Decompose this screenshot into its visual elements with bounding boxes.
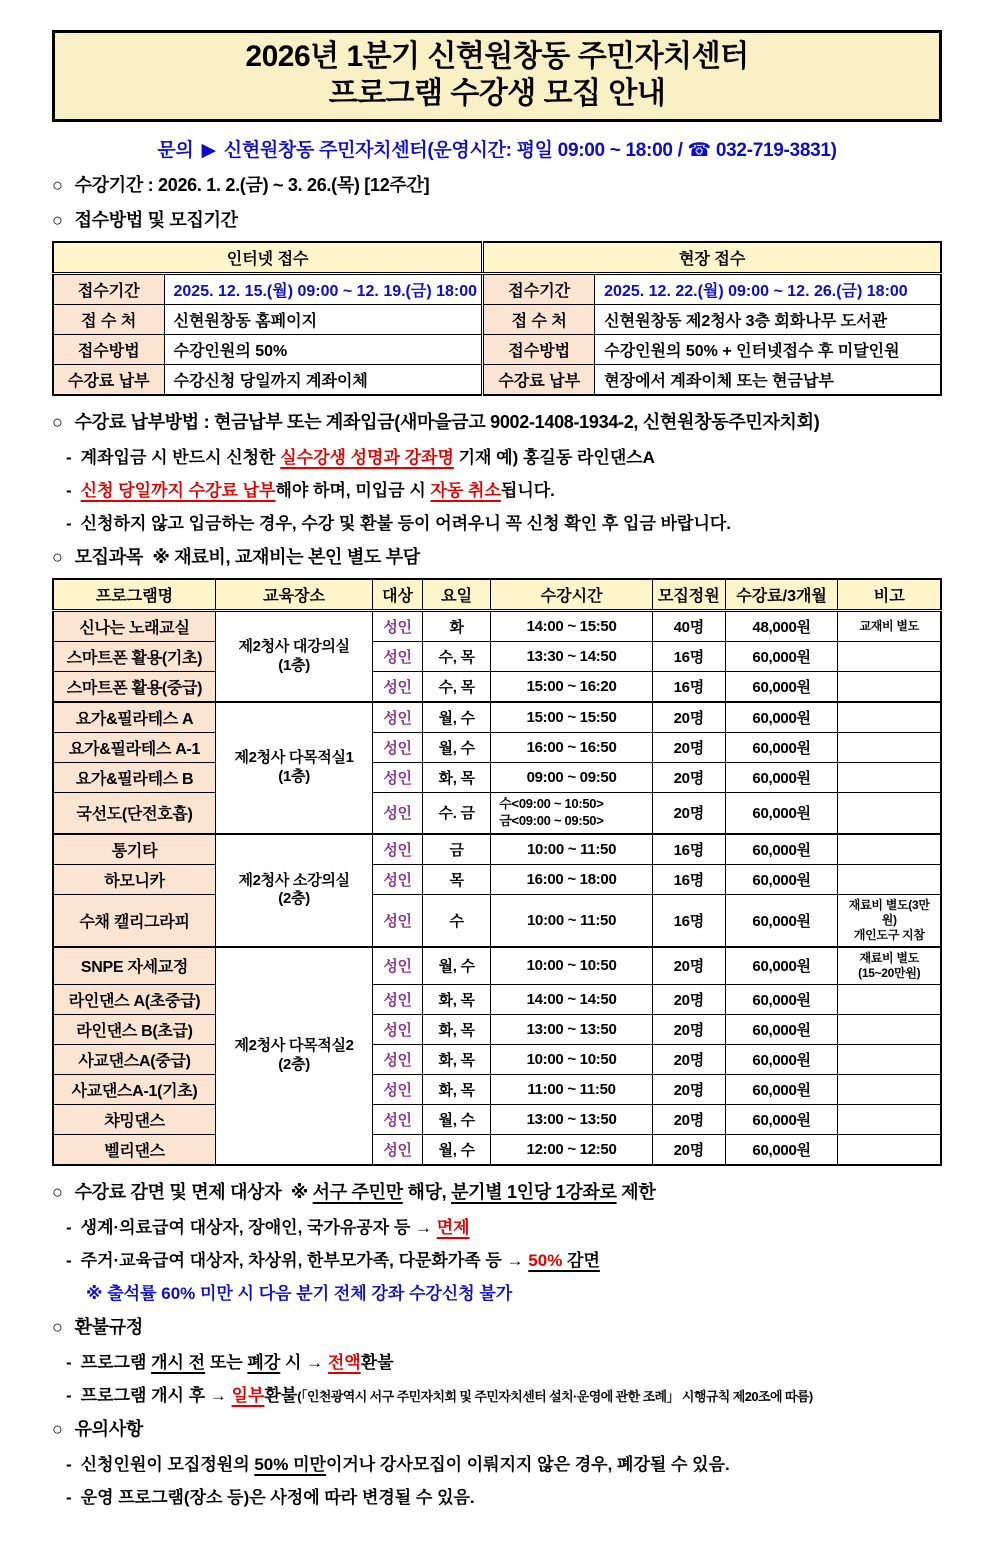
- target-cell: 성인: [373, 894, 423, 947]
- capacity-cell: 20명: [652, 1104, 725, 1134]
- discount-line-2-text: 주거·교육급여 대상자, 차상위, 한부모가족, 다문화가족 등 →: [80, 1250, 529, 1270]
- note-cell: [838, 1074, 941, 1104]
- note-cell: [838, 1134, 941, 1165]
- time-cell: 09:00 ~ 09:50: [491, 763, 653, 793]
- target-cell: 성인: [373, 672, 423, 703]
- reception-label-cell: 수강료 납부: [53, 365, 164, 396]
- program-row: [53, 864, 941, 894]
- fee-cell: 60,000원: [725, 1074, 838, 1104]
- time-cell: 14:00 ~ 14:50: [491, 984, 653, 1014]
- time-cell: 10:00 ~ 10:50: [491, 1044, 653, 1074]
- note-cell: [838, 834, 941, 865]
- program-name-cell: 사교댄스A-1(기초): [53, 1074, 216, 1104]
- note-cell: [838, 1104, 941, 1134]
- note-cell: [838, 864, 941, 894]
- dash-bullet: -: [66, 1217, 72, 1237]
- payment-line-1-tail: 기재 예) 홍길동 라인댄스A: [453, 448, 655, 467]
- section-notes-heading: [52, 1415, 942, 1441]
- program-row: [53, 793, 941, 834]
- program-row: [53, 1014, 941, 1044]
- dash-bullet: -: [66, 448, 72, 467]
- program-row: [53, 763, 941, 793]
- time-cell: 수<09:00 ~ 10:50> 금<09:00 ~ 09:50>: [491, 793, 653, 834]
- reception-row-place: [53, 305, 941, 335]
- day-cell: 화, 목: [422, 984, 490, 1014]
- section-discount-heading: [52, 1178, 942, 1204]
- reception-row-payment: [53, 365, 941, 396]
- fee-cell: 60,000원: [725, 763, 838, 793]
- note-cell: [838, 1014, 941, 1044]
- reception-label-cell: 접수방법: [483, 335, 595, 365]
- note-cell: [838, 702, 941, 733]
- section-refund-heading: [52, 1313, 942, 1339]
- contact-label: 문의: [157, 140, 194, 161]
- refund-line-1-underline-2: 폐강: [247, 1352, 281, 1372]
- program-name-cell: 요가&필라테스 A-1: [53, 733, 216, 763]
- target-cell: 성인: [373, 947, 423, 985]
- note-cell: 교재비 별도: [838, 611, 941, 642]
- capacity-cell: 20명: [652, 702, 725, 733]
- time-cell: 13:00 ~ 13:50: [491, 1014, 653, 1044]
- fee-cell: 60,000원: [725, 864, 838, 894]
- discount-line-2-underline: 감면: [562, 1250, 600, 1270]
- play-arrow-icon: ▶: [201, 140, 216, 161]
- refund-heading-text: 환불규정: [74, 1316, 143, 1337]
- refund-line-2-regulation: (「인천광역시 서구 주민자치회 및 주민자치센터 설치·운영에 관한 조례」 시행규칙 제20조에 따름): [297, 1388, 813, 1404]
- contact-line: [52, 135, 942, 162]
- reception-value-cell: 수강신청 당일까지 계좌이체: [164, 365, 483, 396]
- time-cell: 13:30 ~ 14:50: [491, 642, 653, 672]
- reception-header-onsite: 현장 접수: [483, 242, 941, 274]
- program-name-cell: 스마트폰 활용(기초): [53, 642, 216, 672]
- notes-line-1: [66, 1450, 942, 1475]
- program-table-body: [53, 611, 941, 1165]
- fee-cell: 60,000원: [725, 1134, 838, 1165]
- note-cell: [838, 763, 941, 793]
- note-cell: [838, 1044, 941, 1074]
- discount-heading-underline-1: 서구 주민만: [312, 1181, 403, 1202]
- program-header-target: 대상: [373, 579, 423, 611]
- target-cell: 성인: [373, 733, 423, 763]
- program-row: [53, 702, 941, 733]
- target-cell: 성인: [373, 763, 423, 793]
- target-cell: 성인: [373, 1134, 423, 1165]
- fee-cell: 60,000원: [725, 733, 838, 763]
- time-cell: 11:00 ~ 11:50: [491, 1074, 653, 1104]
- circle-bullet: ○: [52, 1181, 63, 1202]
- title-line-1: 2026년 1분기 신현원창동 주민자치센터: [245, 40, 749, 73]
- payment-line-2-text: 해야 하며, 미입금 시: [275, 481, 431, 500]
- venue-cell: 제2청사 다목적실2 (2층): [216, 947, 373, 1165]
- reception-label-cell: 접 수 처: [53, 305, 164, 335]
- notes-heading-text: 유의사항: [74, 1418, 143, 1439]
- discount-line-3: [86, 1279, 942, 1304]
- program-name-cell: 하모니카: [53, 864, 216, 894]
- program-row: [53, 834, 941, 865]
- capacity-cell: 16명: [652, 642, 725, 672]
- program-header-name: 프로그램명: [53, 579, 216, 611]
- fee-cell: 60,000원: [725, 984, 838, 1014]
- reception-header-internet: 인터넷 접수: [53, 242, 483, 274]
- reception-label-cell: 접 수 처: [483, 305, 595, 335]
- note-cell: [838, 642, 941, 672]
- capacity-cell: 20명: [652, 984, 725, 1014]
- dash-bullet: -: [66, 1454, 72, 1474]
- fee-cell: 48,000원: [725, 611, 838, 642]
- program-name-cell: 요가&필라테스 B: [53, 763, 216, 793]
- program-row: [53, 984, 941, 1014]
- program-name-cell: 벨리댄스: [53, 1134, 216, 1165]
- dash-bullet: -: [66, 1385, 72, 1405]
- program-table: [52, 578, 942, 1166]
- note-cell: [838, 672, 941, 703]
- fee-cell: 60,000원: [725, 894, 838, 947]
- reception-label-cell: 수강료 납부: [483, 365, 595, 396]
- program-header-time: 수강시간: [491, 579, 653, 611]
- program-row: [53, 1044, 941, 1074]
- capacity-cell: 40명: [652, 611, 725, 642]
- payment-line-1: [66, 443, 942, 468]
- discount-heading-underline-2: 분기별 1인당 1강좌로: [451, 1181, 617, 1202]
- time-cell: 13:00 ~ 13:50: [491, 1104, 653, 1134]
- program-row: [53, 642, 941, 672]
- notes-line-2-text: 운영 프로그램(장소 등)은 사정에 따라 변경될 수 있음.: [80, 1487, 475, 1507]
- program-header-day: 요일: [422, 579, 490, 611]
- program-name-cell: SNPE 자세교정: [53, 947, 216, 985]
- time-cell: 16:00 ~ 18:00: [491, 864, 653, 894]
- program-row: [53, 733, 941, 763]
- reception-label-cell: 접수방법: [53, 335, 164, 365]
- payment-line-3: [66, 509, 942, 534]
- capacity-cell: 20명: [652, 733, 725, 763]
- refund-line-2: [66, 1381, 942, 1406]
- discount-line-1: [66, 1213, 942, 1238]
- fee-cell: 60,000원: [725, 947, 838, 985]
- program-name-cell: 수채 캘리그라피: [53, 894, 216, 947]
- circle-bullet: ○: [52, 1418, 63, 1439]
- discount-line-3-text: ※ 출석률 60% 미만 시 다음 분기 전체 강좌 수강신청 불가: [86, 1283, 513, 1303]
- day-cell: 수. 금: [422, 793, 490, 834]
- capacity-cell: 20명: [652, 1074, 725, 1104]
- target-cell: 성인: [373, 793, 423, 834]
- target-cell: 성인: [373, 1014, 423, 1044]
- payment-line-2: [66, 476, 942, 501]
- fee-cell: 60,000원: [725, 793, 838, 834]
- day-cell: 금: [422, 834, 490, 865]
- fee-cell: 60,000원: [725, 1104, 838, 1134]
- notice-title-box: [52, 30, 942, 122]
- program-row: [53, 611, 941, 642]
- reception-label-cell: 접수기간: [483, 274, 595, 305]
- day-cell: 화, 목: [422, 1074, 490, 1104]
- capacity-cell: 20명: [652, 1044, 725, 1074]
- time-cell: 10:00 ~ 10:50: [491, 947, 653, 985]
- refund-line-2-post: 환불: [264, 1385, 298, 1405]
- time-cell: 15:00 ~ 15:50: [491, 702, 653, 733]
- section-reception-heading: [52, 206, 942, 232]
- notes-line-1-post: 이거나 강사모집이 이뤄지지 않은 경우, 폐강될 수 있음.: [325, 1454, 730, 1474]
- fee-cell: 60,000원: [725, 642, 838, 672]
- reception-value-cell: 신현원창동 홈페이지: [164, 305, 483, 335]
- fee-cell: 60,000원: [725, 672, 838, 703]
- refund-line-1-mid-2: 시 →: [280, 1352, 328, 1372]
- program-name-cell: 국선도(단전호흡): [53, 793, 216, 834]
- day-cell: 화, 목: [422, 1014, 490, 1044]
- capacity-cell: 16명: [652, 894, 725, 947]
- circle-bullet: ○: [52, 175, 63, 195]
- notes-line-1-pre: 신청인원이 모집정원의: [80, 1454, 255, 1474]
- fee-cell: 60,000원: [725, 1044, 838, 1074]
- section-payment-heading: [52, 408, 942, 434]
- contact-text: 신현원창동 주민자치센터(운영시간: 평일 09:00 ~ 18:00 / ☎ 032-719-3831): [223, 140, 837, 161]
- reception-value-cell: 현장에서 계좌이체 또는 현금납부: [595, 365, 941, 396]
- note-cell: 재료비 별도 (15~20만원): [838, 947, 941, 985]
- capacity-cell: 20명: [652, 1134, 725, 1165]
- capacity-cell: 20명: [652, 763, 725, 793]
- payment-line-2-highlight-1: 신청 당일까지 수강료 납부: [80, 481, 276, 500]
- day-cell: 화: [422, 611, 490, 642]
- program-row: [53, 1074, 941, 1104]
- program-header-fee: 수강료/3개월: [725, 579, 838, 611]
- payment-line-1-text: 계좌입금 시 반드시 신청한: [80, 448, 281, 467]
- target-cell: 성인: [373, 834, 423, 865]
- payment-heading-text: 수강료 납부방법 : 현금납부 또는 계좌입금(새마을금고 9002-1408-1934-2, 신현원창동주민자치회): [74, 412, 820, 432]
- venue-cell: 제2청사 다목적실1 (1층): [216, 702, 373, 834]
- venue-cell: 제2청사 소강의실 (2층): [216, 834, 373, 947]
- discount-line-1-highlight: 면제: [436, 1217, 470, 1237]
- day-cell: 화, 목: [422, 1044, 490, 1074]
- fee-cell: 60,000원: [725, 1014, 838, 1044]
- program-name-cell: 통기타: [53, 834, 216, 865]
- program-name-cell: 라인댄스 B(초급): [53, 1014, 216, 1044]
- reception-value-cell: 수강인원의 50%: [164, 335, 483, 365]
- reception-value-cell: 2025. 12. 15.(월) 09:00 ~ 12. 19.(금) 18:00: [164, 274, 483, 305]
- section-period: [52, 171, 942, 197]
- payment-line-1-highlight: 실수강생 성명과 강좌명: [280, 448, 454, 467]
- section-recruit-heading: [52, 543, 942, 569]
- day-cell: 월, 수: [422, 947, 490, 985]
- program-table-header-row: [53, 579, 941, 611]
- time-cell: 14:00 ~ 15:50: [491, 611, 653, 642]
- target-cell: 성인: [373, 642, 423, 672]
- capacity-cell: 20명: [652, 1014, 725, 1044]
- payment-line-2-tail: 됩니다.: [500, 481, 555, 500]
- reception-table: [52, 241, 942, 396]
- day-cell: 수: [422, 894, 490, 947]
- venue-cell: 제2청사 대강의실 (1층): [216, 611, 373, 703]
- reception-label-cell: 접수기간: [53, 274, 164, 305]
- reception-row-method: [53, 335, 941, 365]
- reception-heading-text: 접수방법 및 모집기간: [74, 210, 238, 230]
- day-cell: 월, 수: [422, 733, 490, 763]
- discount-line-2: [66, 1246, 942, 1271]
- circle-bullet: ○: [52, 1316, 63, 1337]
- program-row: [53, 1104, 941, 1134]
- day-cell: 수, 목: [422, 672, 490, 703]
- target-cell: 성인: [373, 611, 423, 642]
- time-cell: 12:00 ~ 12:50: [491, 1134, 653, 1165]
- target-cell: 성인: [373, 1044, 423, 1074]
- refund-line-1-post: 환불: [360, 1352, 394, 1372]
- period-text: 수강기간 : 2026. 1. 2.(금) ~ 3. 26.(목) [12주간]: [74, 175, 430, 195]
- refund-line-2-pre: 프로그램 개시 후 →: [80, 1385, 232, 1405]
- day-cell: 월, 수: [422, 1104, 490, 1134]
- day-cell: 월, 수: [422, 1134, 490, 1165]
- circle-bullet: ○: [52, 547, 63, 567]
- reception-value-cell: 수강인원의 50% + 인터넷접수 후 미달인원: [595, 335, 941, 365]
- dash-bullet: -: [66, 481, 72, 500]
- circle-bullet: ○: [52, 412, 63, 432]
- discount-heading-pre: 수강료 감면 및 면제 대상자 ※: [74, 1181, 313, 1202]
- time-cell: 15:00 ~ 16:20: [491, 672, 653, 703]
- refund-line-1: [66, 1348, 942, 1373]
- day-cell: 월, 수: [422, 702, 490, 733]
- dash-bullet: -: [66, 1487, 72, 1507]
- target-cell: 성인: [373, 1074, 423, 1104]
- payment-line-3-text: 신청하지 않고 입금하는 경우, 수강 및 환불 등이 어려우니 꼭 신청 확인 후 입금 바랍니다.: [80, 514, 732, 533]
- note-cell: [838, 733, 941, 763]
- capacity-cell: 16명: [652, 834, 725, 865]
- time-cell: 10:00 ~ 11:50: [491, 894, 653, 947]
- discount-heading-mid: 해당,: [402, 1181, 452, 1202]
- program-name-cell: 라인댄스 A(초중급): [53, 984, 216, 1014]
- program-row: [53, 672, 941, 703]
- reception-value-cell: 2025. 12. 22.(월) 09:00 ~ 12. 26.(금) 18:00: [595, 274, 941, 305]
- program-header-note: 비고: [838, 579, 941, 611]
- day-cell: 목: [422, 864, 490, 894]
- fee-cell: 60,000원: [725, 834, 838, 865]
- capacity-cell: 16명: [652, 672, 725, 703]
- dash-bullet: -: [66, 1250, 72, 1270]
- program-name-cell: 챠밍댄스: [53, 1104, 216, 1134]
- dash-bullet: -: [66, 1352, 72, 1372]
- refund-line-1-pre: 프로그램: [80, 1352, 152, 1372]
- program-name-cell: 사교댄스A(중급): [53, 1044, 216, 1074]
- fee-cell: 60,000원: [725, 702, 838, 733]
- program-row: [53, 1134, 941, 1165]
- capacity-cell: 20명: [652, 793, 725, 834]
- program-name-cell: 신나는 노래교실: [53, 611, 216, 642]
- target-cell: 성인: [373, 984, 423, 1014]
- program-row: [53, 894, 941, 947]
- target-cell: 성인: [373, 1104, 423, 1134]
- notes-line-2: [66, 1483, 942, 1508]
- reception-row-period: [53, 274, 941, 305]
- title-line-2: 프로그램 수강생 모집 안내: [328, 77, 666, 110]
- refund-line-1-highlight: 전액: [327, 1352, 361, 1372]
- time-cell: 16:00 ~ 16:50: [491, 733, 653, 763]
- reception-value-cell: 신현원창동 제2청사 3층 회화나무 도서관: [595, 305, 941, 335]
- discount-line-2-highlight: 50%: [528, 1250, 563, 1270]
- payment-line-2-highlight-2: 자동 취소: [430, 481, 501, 500]
- program-name-cell: 스마트폰 활용(중급): [53, 672, 216, 703]
- day-cell: 수, 목: [422, 642, 490, 672]
- program-name-cell: 요가&필라테스 A: [53, 702, 216, 733]
- discount-line-1-text: 생계·의료급여 대상자, 장애인, 국가유공자 등 →: [80, 1217, 437, 1237]
- program-header-venue: 교육장소: [216, 579, 373, 611]
- refund-line-2-highlight: 일부: [231, 1385, 265, 1405]
- program-header-capacity: 모집정원: [652, 579, 725, 611]
- note-cell: [838, 984, 941, 1014]
- day-cell: 화, 목: [422, 763, 490, 793]
- program-row: [53, 947, 941, 985]
- target-cell: 성인: [373, 864, 423, 894]
- discount-heading-post: 제한: [616, 1181, 656, 1202]
- circle-bullet: ○: [52, 210, 63, 230]
- capacity-cell: 16명: [652, 864, 725, 894]
- refund-line-1-mid: 또는: [205, 1352, 248, 1372]
- dash-bullet: -: [66, 514, 72, 533]
- reception-header-row: [53, 242, 941, 274]
- refund-line-1-underline-1: 개시 전: [151, 1352, 206, 1372]
- target-cell: 성인: [373, 702, 423, 733]
- note-cell: [838, 793, 941, 834]
- notes-line-1-underline: 50% 미만: [254, 1454, 326, 1474]
- capacity-cell: 20명: [652, 947, 725, 985]
- recruit-heading-text: 모집과목 ※ 재료비, 교재비는 본인 별도 부담: [74, 547, 420, 567]
- note-cell: 재료비 별도(3만원) 개인도구 지참: [838, 894, 941, 947]
- time-cell: 10:00 ~ 11:50: [491, 834, 653, 865]
